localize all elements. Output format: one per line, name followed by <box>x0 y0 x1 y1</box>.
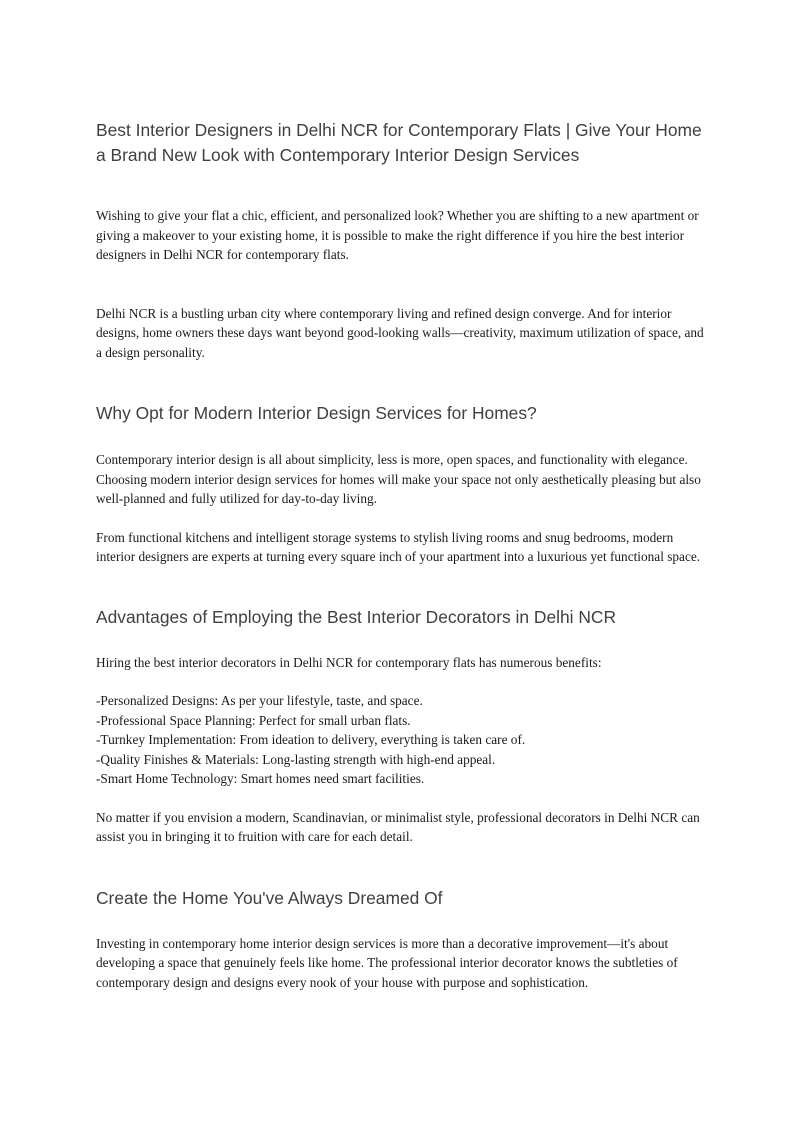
section-create-paragraph-1: Investing in contemporary home interior design services is more than a decorative improvement—it's about developing a space that genuinely feels like home. The professional interior decorator knows the subtleties of contemporary design and designs every nook of your house with purpose and sophistication. <box>96 935 678 990</box>
intro-paragraph-1: Wishing to give your flat a chic, efficient, and personalized look? Whether you are shifting to a new apartment or giving a makeover to your existing home, it is possible to make the right difference if you hire the best interior designers in Delhi NCR for contemporary flats. <box>96 208 699 262</box>
section-advantages-intro: Hiring the best interior decorators in Delhi NCR for contemporary flats has numerous benefits: <box>96 654 602 670</box>
list-item: -Professional Space Planning: Perfect for small urban flats. <box>96 712 411 728</box>
intro-paragraph-2: Delhi NCR is a bustling urban city where contemporary living and refined design converge. And for interior designs, home owners these days want beyond good-looking walls—creativity, maximum utilization of space, and a design personality. <box>96 305 704 360</box>
advantages-list <box>96 691 706 789</box>
list-item: -Personalized Designs: As per your lifestyle, taste, and space. <box>96 693 423 708</box>
section-why-paragraph-1: Contemporary interior design is all about simplicity, less is more, open spaces, and functionality with elegance. Choosing modern interior design services for homes will make your space not only aesthetically pleasing but also well-planned and fully utilized for day-to-day living. <box>96 452 701 506</box>
section-why-paragraph-2: From functional kitchens and intelligent storage systems to stylish living rooms and snug bedrooms, modern interior designers are experts at turning every square inch of your apartment into a luxurious yet functional space. <box>96 529 701 564</box>
section-create-heading: Create the Home You've Always Dreamed Of <box>96 887 443 908</box>
section-advantages-closing: No matter if you envision a modern, Scandinavian, or minimalist style, professional decorators in Delhi NCR can assist you in bringing it to fruition with care for each detail. <box>96 809 700 844</box>
document-body <box>96 118 706 992</box>
section-why-heading: Why Opt for Modern Interior Design Services for Homes? <box>96 403 537 423</box>
list-item: -Turnkey Implementation: From ideation to delivery, everything is taken care of. <box>96 732 526 747</box>
document-title: Best Interior Designers in Delhi NCR for Contemporary Flats | Give Your Home a Brand New Look with Contemporary Interior Design Services <box>96 120 702 165</box>
section-advantages-heading: Advantages of Employing the Best Interior Decorators in Delhi NCR <box>96 606 617 627</box>
list-item: -Smart Home Technology: Smart homes need smart facilities. <box>96 771 425 786</box>
list-item: -Quality Finishes & Materials: Long-lasting strength with high-end appeal. <box>96 751 496 767</box>
